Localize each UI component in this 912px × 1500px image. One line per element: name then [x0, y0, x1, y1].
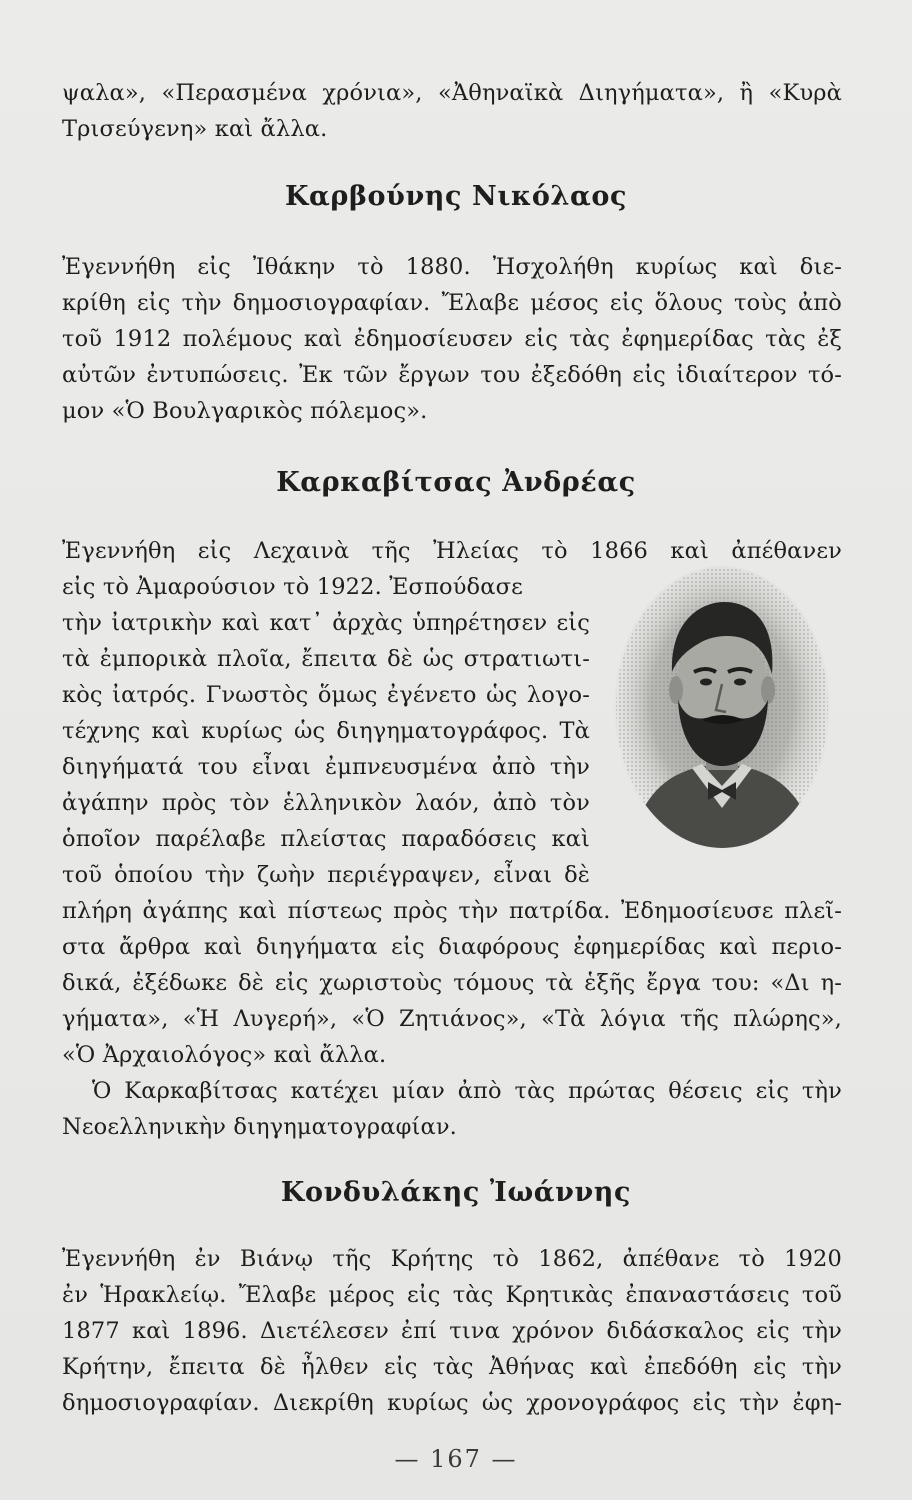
text-line: κρίθη εἰς τὴν δημοσιογραφίαν. Ἔλαβε μέσος εἰς ὅλους τοὺς ἀπὸ: [62, 290, 842, 316]
text-line: ψαλα», «Περασμένα χρόνια», «Ἀθηναϊκὰ Διηγήματα», ἢ «Κυρὰ: [62, 80, 842, 106]
text-line: ὁποῖον παρέλαβε πλείστας παραδόσεις καὶ: [62, 826, 590, 852]
text-line: Ἐγεννήθη εἰς Ἰθάκην τὸ 1880. Ἠσχολήθη κυρίως καὶ διε-: [62, 254, 842, 280]
text-line: αὐτῶν ἐντυπώσεις. Ἐκ τῶν ἔργων του ἐξεδόθη εἰς ἰδιαίτερον τό-: [62, 362, 842, 388]
text-line: τοῦ 1912 πολέμους καὶ ἐδημοσίευσεν εἰς τὰς ἐφημερίδας τὰς ἐξ: [62, 326, 842, 352]
text-line: Ὁ Καρκαβίτσας κατέχει μίαν ἀπὸ τὰς πρώτας θέσεις εἰς τὴν: [92, 1078, 842, 1104]
text-line: Τρισεύγενη» καὶ ἄλλα.: [62, 116, 328, 142]
text-line: γήματα», «Ἡ Λυγερή», «Ὁ Ζητιάνος», «Τὰ λόγια τῆς πλώρης»,: [62, 1006, 842, 1032]
text-line: πλήρη ἀγάπης καὶ πίστεως πρὸς τὴν πατρίδα. Ἐδημοσίευσε πλεῖ-: [62, 898, 842, 924]
text-line: τὰ ἐμπορικὰ πλοῖα, ἔπειτα δὲ ὡς στρατιωτι-: [62, 646, 590, 672]
text-line: τοῦ ὁποίου τὴν ζωὴν περιέγραψεν, εἶναι δὲ: [62, 862, 590, 888]
text-line: ἀγάπην πρὸς τὸν ἑλληνικὸν λαόν, ἀπὸ τὸν: [62, 790, 590, 816]
text-line: Ἐγεννήθη εἰς Λεχαινὰ τῆς Ἠλείας τὸ 1866 καὶ ἀπέθανεν: [62, 538, 842, 564]
section-heading-karkavitsas: Καρκαβίτσας Ἀνδρέας: [276, 467, 636, 498]
text-line: δικά, ἐξέδωκε δὲ εἰς χωριστοὺς τόμους τὰ ἑξῆς ἔργα του: «Δι η-: [62, 970, 842, 996]
text-line: στα ἄρθρα καὶ διηγήματα εἰς διαφόρους ἐφημερίδας καὶ περιο-: [62, 934, 842, 960]
text-line: διηγήματά του εἶναι ἐμπνευσμένα ἀπὸ τὴν: [62, 754, 590, 780]
portrait-illustration: [610, 560, 834, 852]
text-line: 1877 καὶ 1896. Διετέλεσεν ἐπί τινα χρόνον διδάσκαλος εἰς τὴν: [62, 1318, 842, 1344]
text-line: Κρήτην, ἔπειτα δὲ ἦλθεν εἰς τὰς Ἀθήνας καὶ ἐπεδόθη εἰς τὴν: [62, 1354, 842, 1380]
section-heading-kondylakis: Κονδυλάκης Ἰωάννης: [280, 1177, 632, 1208]
text-line: εἰς τὸ Ἀμαρούσιον τὸ 1922. Ἐσπούδασε: [62, 574, 523, 600]
text-line: μον «Ὁ Βουλγαρικὸς πόλεμος».: [62, 398, 428, 424]
text-line: κὸς ἰατρός. Γνωστὸς ὅμως ἐγένετο ὡς λογο-: [62, 682, 590, 708]
text-line: τὴν ἰατρικὴν καὶ κατ᾽ ἀρχὰς ὑπηρέτησεν εἰς: [62, 610, 590, 636]
text-line: ἐν Ἡρακλείῳ. Ἔλαβε μέρος εἰς τὰς Κρητικὰς ἐπαναστάσεις τοῦ: [62, 1282, 842, 1308]
section-heading-karvounis: Καρβούνης Νικόλαος: [284, 181, 628, 212]
text-line: «Ὁ Ἀρχαιολόγος» καὶ ἄλλα.: [62, 1042, 387, 1068]
text-line: Ἐγεννήθη ἐν Βιάνῳ τῆς Κρήτης τὸ 1862, ἀπέθανε τὸ 1920: [62, 1246, 842, 1272]
text-line: δημοσιογραφίαν. Διεκρίθη κυρίως ὡς χρονογράφος εἰς τὴν ἐφη-: [62, 1390, 842, 1416]
page-number: — 167 —: [394, 1445, 518, 1473]
text-line: Νεοελληνικὴν διηγηματογραφίαν.: [62, 1114, 457, 1140]
text-line: τέχνης καὶ κυρίως ὡς διηγηματογράφος. Τὰ: [62, 718, 590, 744]
